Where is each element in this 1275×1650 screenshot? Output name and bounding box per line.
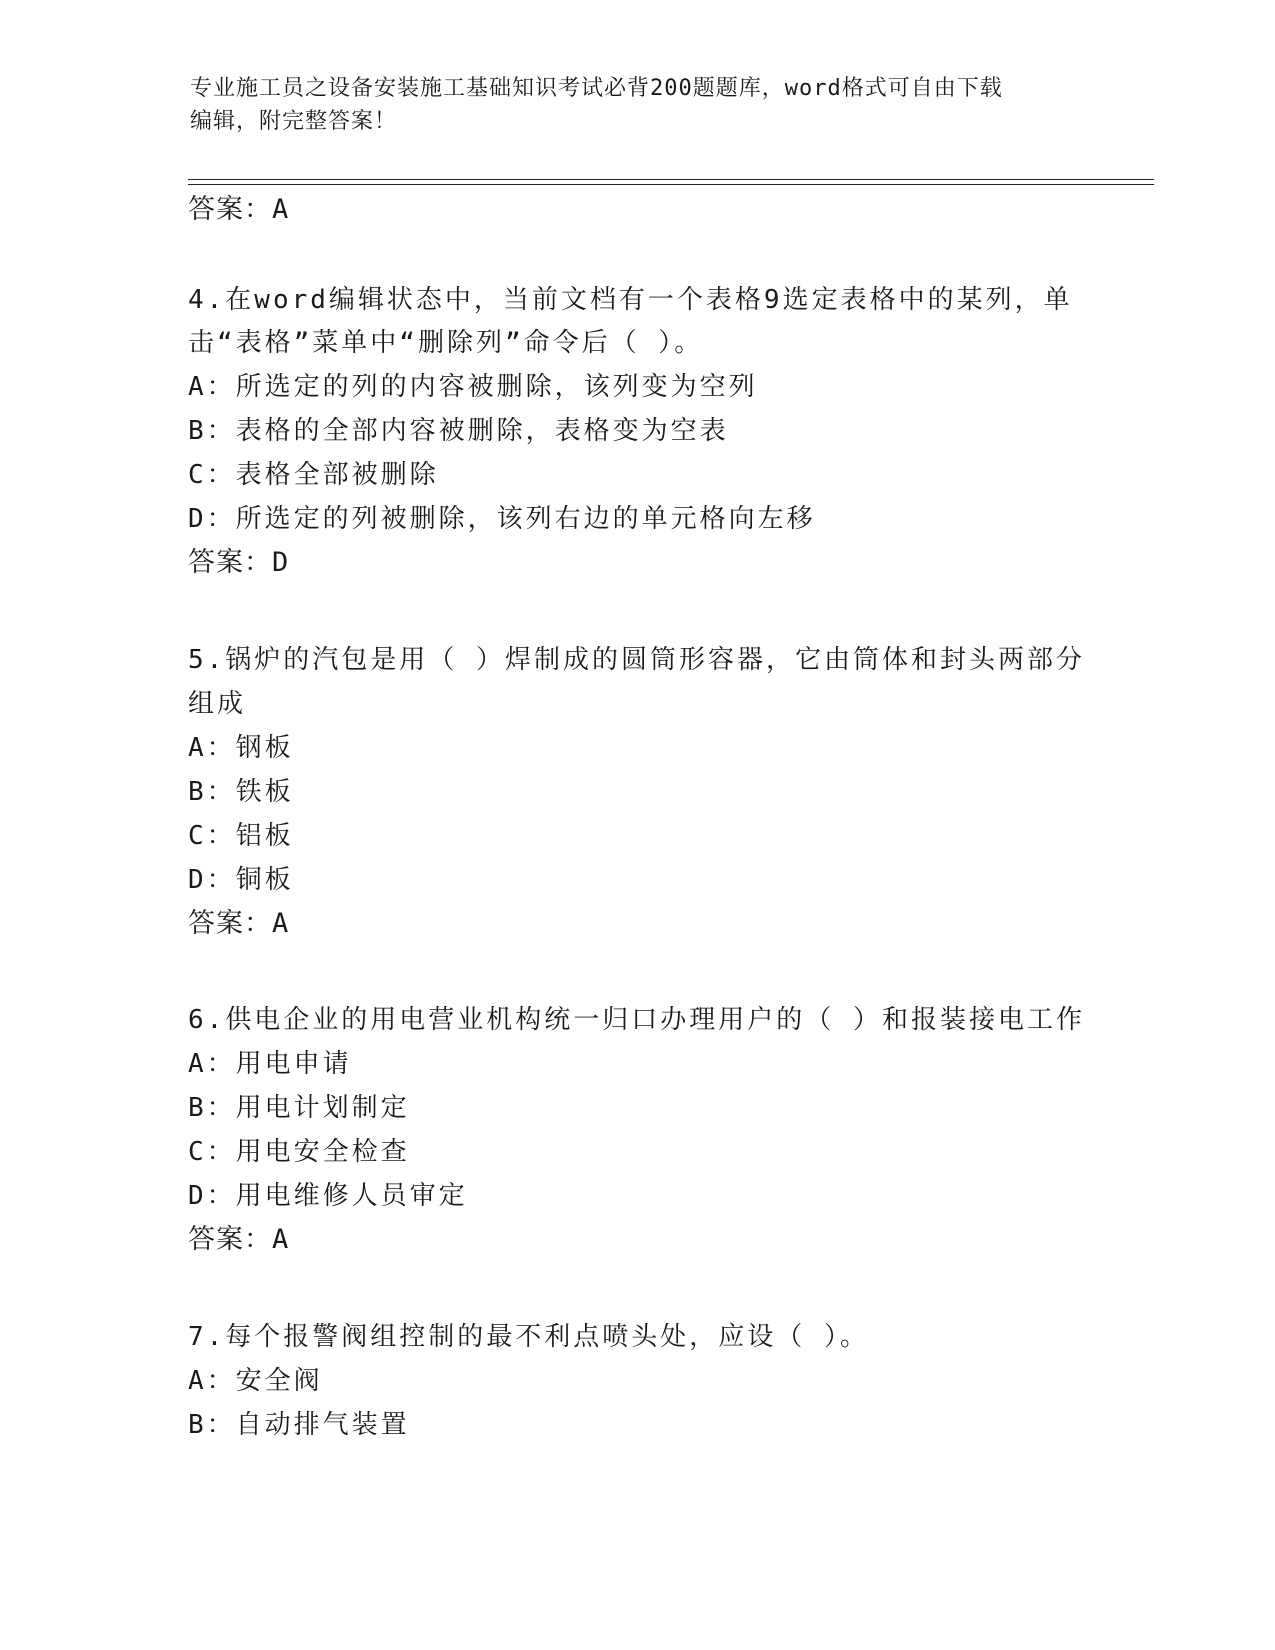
question-6-option-c: C：用电安全检查: [188, 1137, 410, 1167]
question-4-option-a: A：所选定的列的内容被删除，该列变为空列: [188, 372, 758, 402]
header-divider-top: [188, 179, 1154, 180]
question-4-option-c: C：表格全部被删除: [188, 460, 439, 490]
answer-value: A: [272, 908, 290, 939]
question-6-answer: [188, 1223, 289, 1257]
answer-value: D: [272, 547, 290, 578]
question-4-stem-line-1: 4.在word编辑状态中，当前文档有一个表格9选定表格中的某列，单: [188, 285, 1073, 315]
question-5-option-d: D：铜板: [188, 865, 294, 895]
header-divider-bottom: [188, 184, 1154, 185]
answer-value: A: [272, 194, 290, 225]
question-4-answer: [188, 546, 289, 580]
answer-value: A: [272, 1224, 290, 1255]
question-5-stem-line-2: 组成: [188, 689, 247, 719]
question-4-stem-line-2: 击“表格”菜单中“删除列”命令后（ ）。: [188, 328, 704, 358]
answer-prev: [188, 193, 289, 227]
question-6-stem-line-1: 6.供电企业的用电营业机构统一归口办理用户的（ ）和报装接电工作: [188, 1005, 1085, 1035]
answer-label: 答案：: [188, 194, 272, 225]
question-5-stem-line-1: 5.锅炉的汽包是用（ ）焊制成的圆筒形容器，它由筒体和封头两部分: [188, 645, 1085, 675]
header-line-1: 专业施工员之设备安装施工基础知识考试必背200题题库，word格式可自由下载: [190, 76, 1003, 101]
question-4-option-b: B：表格的全部内容被删除，表格变为空表: [188, 416, 729, 446]
question-5-option-b: B：铁板: [188, 777, 294, 807]
question-7-option-a: A：安全阀: [188, 1366, 323, 1396]
question-6-option-d: D：用电维修人员审定: [188, 1181, 468, 1211]
question-7-stem-line-1: 7.每个报警阀组控制的最不利点喷头处，应设（ ）。: [188, 1322, 869, 1352]
question-7-option-b: B：自动排气装置: [188, 1410, 410, 1440]
question-5-option-c: C：铝板: [188, 821, 294, 851]
question-4-option-d: D：所选定的列被删除，该列右边的单元格向左移: [188, 504, 816, 534]
question-5-option-a: A：钢板: [188, 733, 294, 763]
question-5-answer: [188, 907, 289, 941]
question-6-option-a: A：用电申请: [188, 1049, 352, 1079]
document-header: [190, 72, 1090, 138]
answer-label: 答案：: [188, 908, 272, 939]
question-6-option-b: B：用电计划制定: [188, 1093, 410, 1123]
header-line-2: 编辑，附完整答案！: [190, 109, 398, 134]
answer-label: 答案：: [188, 1224, 272, 1255]
answer-label: 答案：: [188, 547, 272, 578]
